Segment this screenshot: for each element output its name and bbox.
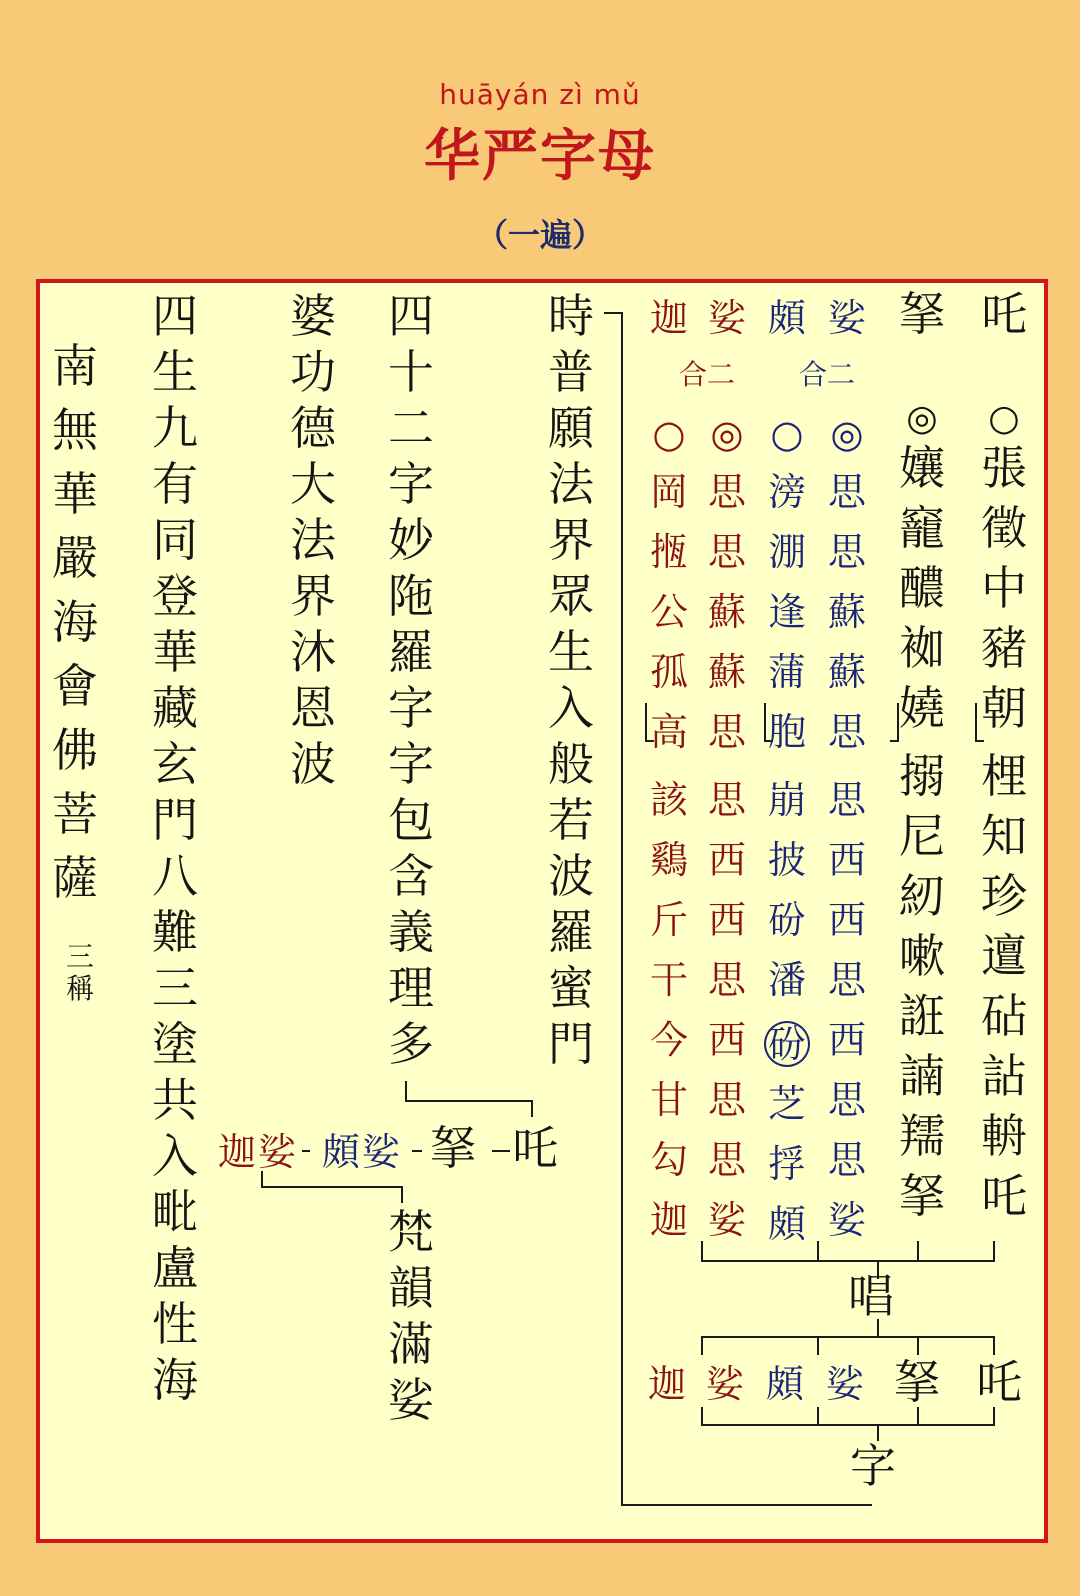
verse-char: 羅 bbox=[548, 905, 594, 959]
chang-label: 唱 bbox=[848, 1269, 894, 1323]
char: 干 bbox=[649, 958, 688, 1002]
verse-char: 梵 bbox=[388, 1205, 434, 1259]
char: 豬 bbox=[981, 621, 1027, 675]
char: 輈 bbox=[981, 1109, 1027, 1163]
verse-char: 華 bbox=[152, 625, 198, 679]
char: 蘇 bbox=[707, 650, 746, 694]
char: 砏 bbox=[767, 898, 806, 942]
verse-char: 四 bbox=[152, 289, 198, 343]
page-title: 华严字母 bbox=[424, 124, 656, 189]
verse-char: 蜜 bbox=[548, 961, 594, 1015]
char: 拏 bbox=[899, 1169, 945, 1223]
double-circle-mark: ◎ bbox=[906, 398, 938, 439]
chain-char: 娑 bbox=[362, 1130, 401, 1174]
char: 芝 bbox=[767, 1082, 806, 1126]
verse-char: 法 bbox=[290, 513, 336, 567]
col-head: 娑 bbox=[707, 296, 746, 340]
verse-char: 生 bbox=[548, 625, 594, 679]
verse-char: 包 bbox=[388, 793, 434, 847]
char: 珍 bbox=[981, 869, 1027, 923]
verse-char: 玄 bbox=[152, 737, 198, 791]
char: 西 bbox=[827, 898, 866, 942]
verse-char: 波 bbox=[290, 737, 336, 791]
char: 知 bbox=[981, 809, 1027, 863]
char: 蒲 bbox=[767, 650, 806, 694]
verse-char: 理 bbox=[388, 961, 434, 1015]
verse-char: 功 bbox=[290, 345, 336, 399]
verse-char: 妙 bbox=[388, 513, 434, 567]
chain-char: 迦 bbox=[218, 1130, 257, 1174]
verse-char: 會 bbox=[52, 659, 98, 713]
char: 鷄 bbox=[649, 838, 688, 882]
char: 娑 bbox=[827, 1198, 866, 1242]
verse-char: 佛 bbox=[52, 723, 98, 777]
bottom-char: 娑 bbox=[826, 1362, 865, 1406]
verse-char: 婆 bbox=[290, 289, 336, 343]
char: 竉 bbox=[899, 501, 945, 555]
double-circle-mark: ◎ bbox=[830, 412, 864, 456]
verse-char: 含 bbox=[388, 849, 434, 903]
char: 捊 bbox=[767, 1142, 806, 1186]
char: 思 bbox=[827, 1138, 866, 1182]
verse-char: 嚴 bbox=[52, 531, 98, 585]
chain-char: 娑 bbox=[258, 1130, 297, 1174]
verse-char: 九 bbox=[152, 401, 198, 455]
verse-char: 門 bbox=[152, 793, 198, 847]
column-ta bbox=[974, 287, 1034, 1223]
col-head: 拏 bbox=[899, 287, 945, 341]
char: 西 bbox=[827, 1018, 866, 1062]
char: 滂 bbox=[767, 470, 806, 514]
verse-char: 登 bbox=[152, 569, 198, 623]
verse-char: 羅 bbox=[388, 625, 434, 679]
char: 迦 bbox=[649, 1198, 688, 1242]
verse-3 bbox=[286, 289, 340, 791]
bottom-char: 頗 bbox=[766, 1362, 805, 1406]
verse-char: 三 bbox=[152, 961, 198, 1015]
char: 今 bbox=[649, 1018, 688, 1062]
verse-1 bbox=[544, 289, 598, 1071]
he-er-label: 合二 bbox=[798, 358, 855, 391]
char: 思 bbox=[707, 1138, 746, 1182]
char: 淜 bbox=[767, 530, 806, 574]
char: 梩 bbox=[981, 749, 1027, 803]
char: 蘇 bbox=[827, 650, 866, 694]
verse-char: 同 bbox=[152, 513, 198, 567]
column-po bbox=[762, 296, 812, 1246]
char: 思 bbox=[707, 530, 746, 574]
verse-char: 多 bbox=[388, 1017, 434, 1071]
char: 思 bbox=[707, 1078, 746, 1122]
verse-char: 願 bbox=[548, 401, 594, 455]
circled-char: 砏 bbox=[764, 1021, 810, 1067]
char: 思 bbox=[827, 710, 866, 754]
char: 思 bbox=[707, 958, 746, 1002]
verse-char: 若 bbox=[548, 793, 594, 847]
char: 徵 bbox=[981, 501, 1027, 555]
column-nu bbox=[892, 287, 952, 1223]
verse-char: 南 bbox=[52, 339, 98, 393]
char: 甘 bbox=[649, 1078, 688, 1122]
circle-mark: ○ bbox=[988, 398, 1020, 439]
verse-char: 眾 bbox=[548, 569, 594, 623]
verse-char: 十 bbox=[388, 345, 434, 399]
verse-char: 界 bbox=[548, 513, 594, 567]
char: 勾 bbox=[649, 1138, 688, 1182]
verse-char: 海 bbox=[52, 595, 98, 649]
verse-5 bbox=[48, 339, 102, 905]
bottom-char: 迦 bbox=[648, 1362, 687, 1406]
bottom-char: 娑 bbox=[706, 1362, 745, 1406]
chain-char: 拏 bbox=[430, 1121, 476, 1175]
chain-char: 頗 bbox=[322, 1130, 361, 1174]
char: 羺 bbox=[899, 1109, 945, 1163]
column-jia bbox=[644, 296, 694, 1242]
verse-char: 二 bbox=[388, 401, 434, 455]
char: 尼 bbox=[899, 809, 945, 863]
char: 斤 bbox=[649, 898, 688, 942]
title-pinyin: huāyán zì mǔ bbox=[439, 78, 641, 111]
verse-char: 藏 bbox=[152, 681, 198, 735]
verse-char: 波 bbox=[548, 849, 594, 903]
bottom-row bbox=[644, 1355, 1040, 1409]
fan-verse bbox=[384, 1205, 438, 1427]
verse-char: 入 bbox=[548, 681, 594, 735]
char: 袽 bbox=[899, 621, 945, 675]
verse-char: 海 bbox=[152, 1353, 198, 1407]
char: 潘 bbox=[767, 958, 806, 1002]
char: 思 bbox=[827, 470, 866, 514]
verse-char: 字 bbox=[388, 737, 434, 791]
bottom-char: 吒 bbox=[976, 1355, 1022, 1409]
char: 逢 bbox=[767, 590, 806, 634]
he-er-label: 合二 bbox=[678, 358, 735, 391]
verse-char: 盧 bbox=[152, 1241, 198, 1295]
col-head: 頗 bbox=[767, 296, 806, 340]
verse-char: 菩 bbox=[52, 787, 98, 841]
char: 思 bbox=[707, 470, 746, 514]
verse-char: 時 bbox=[548, 289, 594, 343]
col-head: 吒 bbox=[981, 287, 1027, 341]
verse-char: 性 bbox=[152, 1297, 198, 1351]
char: 紉 bbox=[899, 869, 945, 923]
char: 思 bbox=[827, 1078, 866, 1122]
char: 高 bbox=[649, 710, 688, 754]
char: 諵 bbox=[899, 1049, 945, 1103]
verse-char: 入 bbox=[152, 1129, 198, 1183]
verse-char: 薩 bbox=[52, 851, 98, 905]
verse-char: 四 bbox=[388, 289, 434, 343]
char: 頗 bbox=[767, 1202, 806, 1246]
verse-char: 字 bbox=[388, 681, 434, 735]
char: 中 bbox=[981, 561, 1027, 615]
verse-char: 恩 bbox=[290, 681, 336, 735]
col-head: 迦 bbox=[649, 296, 688, 340]
zi-label: 字 bbox=[850, 1439, 896, 1493]
col-head: 娑 bbox=[827, 296, 866, 340]
char: 嗽 bbox=[899, 929, 945, 983]
char: 該 bbox=[649, 778, 688, 822]
char: 朝 bbox=[981, 681, 1027, 735]
char: 胞 bbox=[767, 710, 806, 754]
column-suo-blue bbox=[798, 296, 872, 1242]
char: 思 bbox=[707, 778, 746, 822]
char: 砧 bbox=[981, 989, 1027, 1043]
verse-4 bbox=[148, 289, 202, 1407]
char: 西 bbox=[707, 838, 746, 882]
bottom-char: 拏 bbox=[894, 1355, 940, 1409]
char: 思 bbox=[827, 530, 866, 574]
page-subtitle: （一遍） bbox=[475, 216, 604, 254]
verse-char: 界 bbox=[290, 569, 336, 623]
char: 吒 bbox=[981, 1169, 1027, 1223]
verse-char: 塗 bbox=[152, 1017, 198, 1071]
chain-row bbox=[218, 1121, 578, 1175]
verse-char: 德 bbox=[290, 401, 336, 455]
verse-char: 義 bbox=[388, 905, 434, 959]
verse-2 bbox=[384, 289, 438, 1071]
char: 邅 bbox=[981, 929, 1027, 983]
char: 揯 bbox=[649, 530, 688, 574]
char: 孃 bbox=[899, 441, 945, 495]
chart-panel bbox=[36, 279, 1048, 1543]
note-char: 三 bbox=[65, 940, 94, 973]
double-circle-mark: ◎ bbox=[710, 412, 744, 456]
char: 嬈 bbox=[899, 681, 945, 735]
verse-char: 法 bbox=[548, 457, 594, 511]
char: 詀 bbox=[981, 1049, 1027, 1103]
circle-mark: ○ bbox=[770, 412, 804, 456]
verse-char: 八 bbox=[152, 849, 198, 903]
verse-char: 無 bbox=[52, 403, 98, 457]
char: 誑 bbox=[899, 989, 945, 1043]
verse-char: 門 bbox=[548, 1017, 594, 1071]
char: 思 bbox=[827, 778, 866, 822]
char: 崩 bbox=[767, 778, 806, 822]
char: 西 bbox=[707, 898, 746, 942]
verse-char: 毗 bbox=[152, 1185, 198, 1239]
verse-char: 有 bbox=[152, 457, 198, 511]
verse-char: 生 bbox=[152, 345, 198, 399]
char: 思 bbox=[707, 710, 746, 754]
char: 西 bbox=[707, 1018, 746, 1062]
verse-char: 陁 bbox=[388, 569, 434, 623]
char: 醲 bbox=[899, 561, 945, 615]
char: 岡 bbox=[649, 470, 688, 514]
chain-char: 吒 bbox=[512, 1121, 558, 1175]
char: 蘇 bbox=[827, 590, 866, 634]
char: 孤 bbox=[649, 650, 688, 694]
char: 蘇 bbox=[707, 590, 746, 634]
char: 搦 bbox=[899, 749, 945, 803]
note-char: 稱 bbox=[65, 972, 94, 1005]
verse-char: 沐 bbox=[290, 625, 336, 679]
char: 公 bbox=[649, 590, 688, 634]
char: 披 bbox=[767, 838, 806, 882]
char: 思 bbox=[827, 958, 866, 1002]
char: 張 bbox=[981, 441, 1027, 495]
char: 娑 bbox=[707, 1198, 746, 1242]
verse-char: 華 bbox=[52, 467, 98, 521]
verse-char: 般 bbox=[548, 737, 594, 791]
column-suo-red bbox=[678, 296, 752, 1242]
verse-char: 娑 bbox=[388, 1373, 434, 1427]
verse-char: 字 bbox=[388, 457, 434, 511]
verse-char: 韻 bbox=[388, 1261, 434, 1315]
verse-char: 共 bbox=[152, 1073, 198, 1127]
char: 西 bbox=[827, 838, 866, 882]
circle-mark: ○ bbox=[652, 412, 686, 456]
three-times-note bbox=[62, 940, 98, 1005]
verse-char: 大 bbox=[290, 457, 336, 511]
verse-char: 滿 bbox=[388, 1317, 434, 1371]
verse-char: 普 bbox=[548, 345, 594, 399]
verse-char: 難 bbox=[152, 905, 198, 959]
